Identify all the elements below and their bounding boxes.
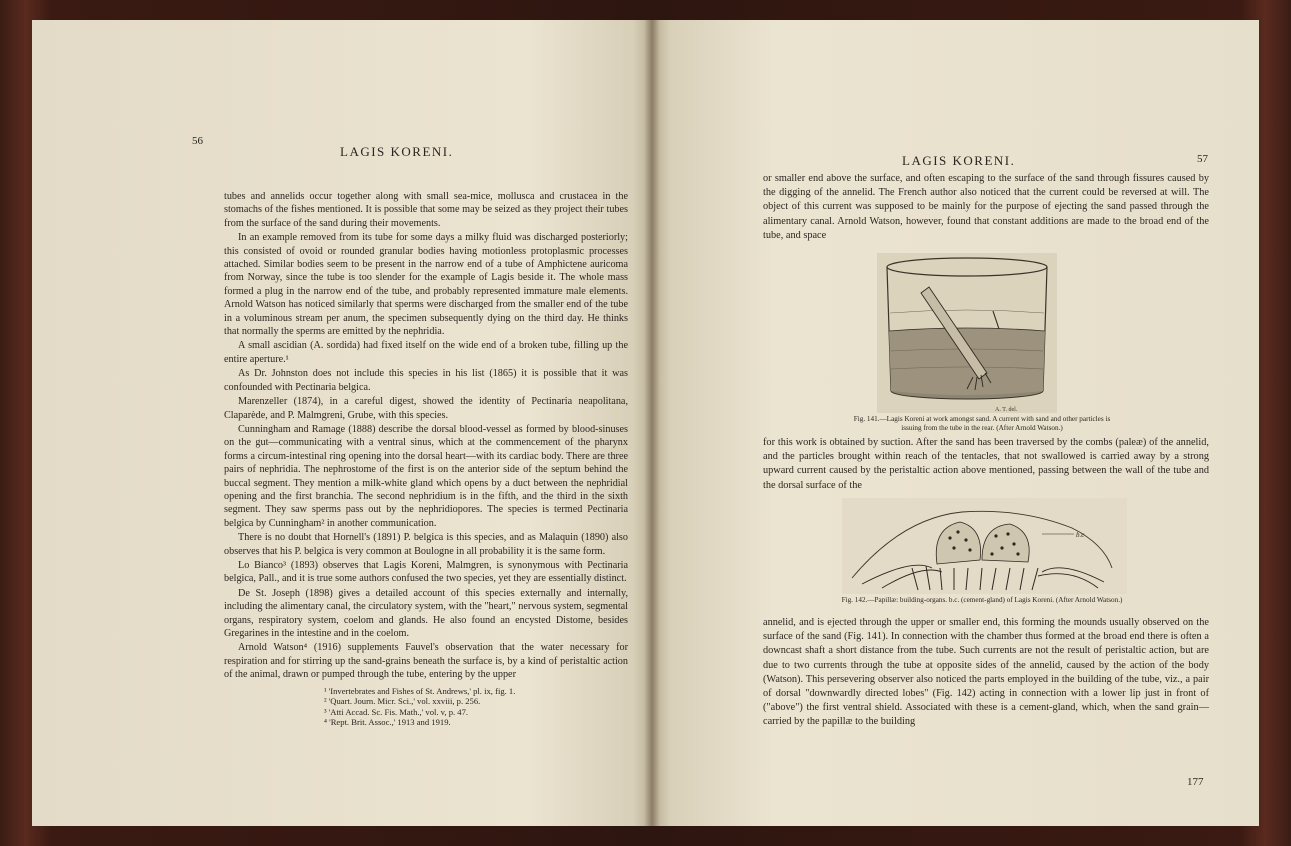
right-text-bottom (763, 616, 1209, 730)
paragraph: Cunningham and Ramage (1888) describe the dorsal blood-vessel as formed by blood-sinuses on the gut—communicating with a ventral sinus, which at the commencement of the pharynx forms a circum-intestinal ring opening into the dorsal heart—with its cardiac body. There are three pairs of nephridia. The nephrostome of the first is on the anterior side of the septum behind the buccal segment. They mention a milk-white gland which opens by a duct between the nephridial opening and the first branchia. The second nephridium is in the fifth, and the third in the sixth segment. They saw sperms pass out by the nephridiopores. The species is termed Pectinaria belgica by Cunningham² in another communication. (224, 423, 628, 529)
paragraph: or smaller end above the surface, and often escaping to the surface of the sand through fissures caused by the digging of the annelid. The French author also noticed that the current could be reversed at will. The object of this current was supposed to be mainly for the purpose of ejecting the sand passed through the alimentary canal. Arnold Watson, however, found that constant additions are made to the broad end of the tube, and space (763, 173, 1209, 241)
figure-142-caption: Fig. 142.—Papillæ: building-organs. b.c. (cement-gland) of Lagis Koreni. (After Arnold Watson.) (841, 596, 1123, 604)
figure-142-illustration (842, 498, 1127, 594)
caption-line: issuing from the tube in the rear. (After Arnold Watson.) (901, 423, 1063, 432)
left-page-number: 56 (192, 135, 203, 147)
left-page (32, 20, 652, 826)
right-text-top (763, 172, 1209, 243)
signature-mark: 177 (1187, 776, 1204, 788)
paragraph: Lo Bianco³ (1893) observes that Lagis Koreni, Malmgren, is synonymous with Pectinaria belgica, Pall., and it is true some authors confused the two species, yet they are essentially distinct. (224, 559, 628, 585)
paragraph: A small ascidian (A. sordida) had fixed itself on the wide end of a broken tube, filling up the entire aperture.¹ (224, 340, 628, 365)
right-running-head: LAGIS KORENI. (902, 153, 1016, 168)
paragraph: As Dr. Johnston does not include this species in his list (1865) it is possible that it was confounded with Pectinaria belgica. (224, 368, 628, 393)
right-text-mid (763, 436, 1209, 493)
right-page-number: 57 (1197, 153, 1208, 165)
footnote: ¹ 'Invertebrates and Fishes of St. Andrews,' pl. ix, fig. 1. (324, 685, 516, 696)
book-gutter (644, 20, 660, 826)
footnote: ² 'Quart. Journ. Micr. Sci.,' vol. xxviii, p. 256. (324, 696, 481, 707)
paragraph: De St. Joseph (1898) gives a detailed account of this species externally and internally, including the alimentary canal, the circulatory system, with the "heart," nervous system, segmental organs, respiratory system, coelom and glands. He also found an encysted Distome, besides Gregarines in the intestine and in the coelom. (224, 587, 628, 639)
left-running-head: LAGIS KORENI. (340, 144, 454, 159)
paragraph: In an example removed from its tube for some days a milky fluid was discharged posteriorly; this consisted of ovoid or rounded granular bodies having motionless protoplasmic processes attached. Similar bodies seem to be present in the narrow end of a tube of Amphictene auricoma from Norway, since the tube is too slender for the example of Lagis beside it. The whole mass formed a plug in the narrow end of the tube, and probably represented immature male elements. Arnold Watson has noticed similarly that sperms were discharged from the smaller end of the tube in a voluminous stream per anum, the specimen subsequently dying on the third day. He thinks that normally the sperms are emitted by the nephridia. (224, 232, 628, 338)
right-page (652, 20, 1259, 826)
figure-142-label: b.c (1076, 531, 1085, 539)
footnote: ⁴ 'Rept. Brit. Assoc.,' 1913 and 1919. (324, 717, 451, 728)
paragraph: tubes and annelids occur together along with small sea-mice, mollusca and crustacea in the stomachs of the fishes mentioned. It is possible that some may be seized as they project their tubes from the surface of the sand during their movements. (224, 191, 628, 229)
figure-141-illustration (877, 253, 1057, 413)
footnotes (224, 686, 628, 728)
paragraph: annelid, and is ejected through the upper or smaller end, this forming the mounds usually observed on the surface of the sand (Fig. 141). In connection with the chamber thus formed at the broad end there is often a downcast shaft a short distance from the tube. Such currents are not the result of peristaltic action, but are due to two currents through the tube at opposite sides of the annelid, caused by the action of the body (Watson). This persevering observer also noticed the parts employed in the building of the tube, viz., a pair of dorsal "downwardly directed lobes" (Fig. 142) acting in connection with a lower lip just in front of ("above") the first ventral shield. Associated with these is a cement-gland, which, when the sand grain—carried by the papillæ to the building (763, 617, 1209, 728)
paragraph: Marenzeller (1874), in a careful digest, showed the identity of Pectinaria neapolitana, Claparède, and P. Malmgreni, Grube, with this species. (224, 396, 628, 421)
paragraph: There is no doubt that Hornell's (1891) P. belgica is this species, and as Malaquin (1890) also observes that his P. belgica is very common at Boulogne in all probability it is the same form. (224, 532, 628, 557)
left-body-text (224, 190, 628, 728)
footnote: ³ 'Atti Accad. Sc. Fis. Math.,' vol. v, p. 47. (324, 706, 469, 717)
figure-141-signature: A. T. del. (995, 407, 1018, 413)
figure-141-caption (792, 415, 1172, 432)
paragraph: for this work is obtained by suction. After the sand has been traversed by the combs (paleæ) of the annelid, and the particles brought within reach of the tentacles, that not swallowed is carried away by a strong upward current caused by the peristaltic action above mentioned, passing between the wall of the tube and the dorsal surface of the (763, 437, 1209, 491)
paragraph: Arnold Watson⁴ (1916) supplements Fauvel's observation that the water necessary for respiration and for stirring up the sand-grains beneath the surface is, by a kind of peristaltic action of the animal, drawn or pumped through the tube, entering by the upper (224, 642, 628, 681)
caption-line: Fig. 141.—Lagis Koreni at work amongst sand. A current with sand and other particles is (853, 415, 1111, 423)
